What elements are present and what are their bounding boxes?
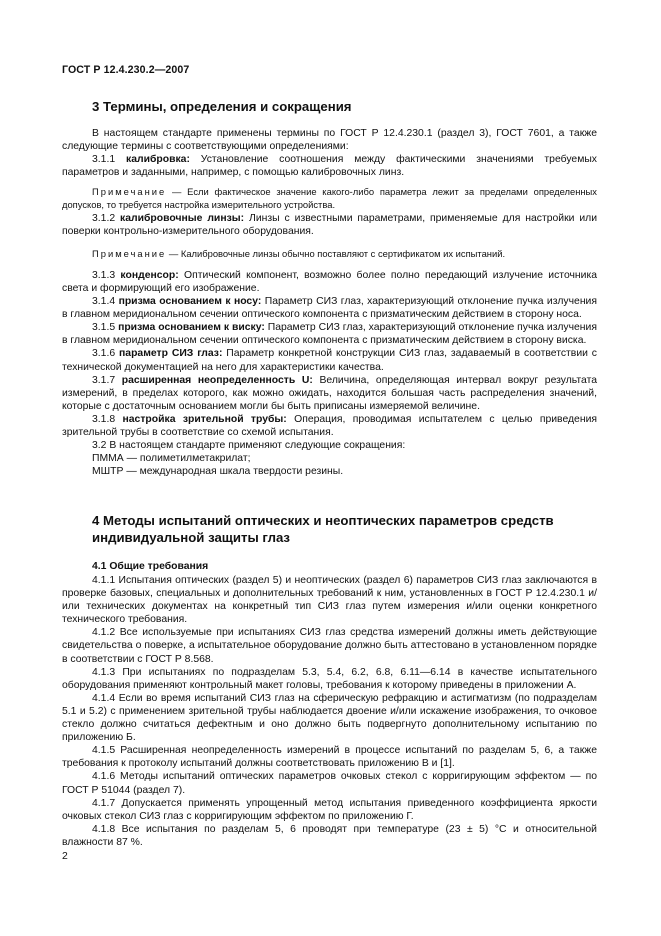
section-3-heading: 3 Термины, определения и сокращения [92, 99, 352, 114]
note-1: Примечание — Если фактическое значение какого-либо параметра лежит за пределами определенных допусков, то требуется настройка измерительного устройства. [62, 186, 597, 211]
clause-4-1-2: 4.1.2 Все используемые при испытаниях СИЗ глаз средства измерений должны иметь действующие свидетельства о поверке, а испытательное оборудование должно быть аттестовано в установленном порядке в соответствии с ГОСТ Р 8.568. [62, 627, 597, 665]
intro-paragraph: В настоящем стандарте применены термины по ГОСТ Р 12.4.230.1 (раздел 3), ГОСТ 7601, а также следующие термины с соответствующими определениями: [62, 128, 597, 153]
clause-4-1-6: 4.1.6 Методы испытаний оптических параметров очковых стекол с корригирующим эффектом — по ГОСТ Р 51044 (раздел 7). [62, 771, 597, 796]
term-3-1-7: 3.1.7 расширенная неопределенность U: Величина, определяющая интервал вокруг результата измерений, в пределах которого, как можно ожидать, находится большая часть распределения значений, которые с достаточным основанием могли бы быть приписаны измеряемой величине. [62, 374, 598, 412]
section-3-body [62, 127, 597, 478]
clause-4-1-8: 4.1.8 Все испытания по разделам 5, 6 проводят при температуре (23 ± 5) °С и относительной влажности 87 %. [62, 823, 597, 848]
term-3-1-5: 3.1.5 призма основанием к виску: Параметр СИЗ глаз, характеризующий отклонение пучка излучения в главном меридиональном сечении оптического компонента с призматическим действием в сторону виска. [62, 322, 597, 347]
term-3-1-6: 3.1.6 параметр СИЗ глаз: Параметр конкретной конструкции СИЗ глаз, задаваемый в соответствии с технической документацией на него для характеристики качества. [62, 348, 597, 373]
subsection-4-1-heading: 4.1 Общие требования [92, 561, 209, 572]
abbreviation-mshtr: МШТР — международная шкала твердости резины. [92, 466, 344, 478]
term-3-1-2: 3.1.2 калибровочные линзы: Линзы с известными параметрами, применяемые для настройки или поверки контрольно-измерительного оборудования. [62, 212, 598, 237]
clause-4-1-5: 4.1.5 Расширенная неопределенность измерений в процессе испытаний по разделам 5, 6, а также требования к протоколу испытаний должны соответствовать приложению В и [1]. [62, 745, 597, 770]
clause-4-1-3: 4.1.3 При испытаниях по подразделам 5.3, 5.4, 6.2, 6.8, 6.11—6.14 в качестве испытательного оборудования применяют контрольный макет головы, требования к которому приведены в приложении А. [62, 666, 597, 691]
section-4-heading: 4 Методы испытаний оптических и неоптических параметров средств индивидуальной защиты глаз [92, 513, 554, 545]
note-2: Примечание — Калибровочные линзы обычно поставляют с сертификатом их испытаний. [92, 247, 506, 259]
section-4-body [62, 574, 597, 849]
term-3-1-3: 3.1.3 конденсор: Оптический компонент, возможно более полно передающий излучение источника света и формирующий его изображение. [62, 269, 597, 294]
clause-3-2: 3.2 В настоящем стандарте применяют следующие сокращения: [92, 440, 406, 452]
term-3-1-8: 3.1.8 настройка зрительной трубы: Операция, проводимая испытателем с целью приведения зрительной трубы в соответствие со схемой испытания. [62, 413, 597, 438]
abbreviation-pmma: ПММА — полиметилметакрилат; [92, 453, 251, 465]
document-header: ГОСТ Р 12.4.230.2—2007 [62, 64, 190, 76]
clause-4-1-4: 4.1.4 Если во время испытаний СИЗ глаз на сферическую рефракцию и астигматизм (по подразделам 5.1 и 5.2) с применением зрительной трубы наблюдается двоение и/или искажение изображения, то очковое стекло должно считаться дефектным и оно должно быть подвергнуто дополнительному испытанию по приложению Б. [62, 692, 597, 744]
term-3-1-1: 3.1.1 калибровка: Установление соотношения между фактическими значениями требуемых параметров и заданными, например, с помощью калибровочных линз. [62, 154, 598, 179]
page-number: 2 [62, 851, 68, 862]
clause-4-1-7: 4.1.7 Допускается применять упрощенный метод испытания приведенного коэффициента яркости очковых стекол СИЗ глаз с корригирующим эффектом по приложению Г. [62, 797, 597, 822]
term-3-1-4: 3.1.4 призма основанием к носу: Параметр СИЗ глаз, характеризующий отклонение пучка излучения в главном меридиональном сечении оптического компонента с призматическим действием в сторону носа. [62, 296, 597, 321]
clause-4-1-1: 4.1.1 Испытания оптических (раздел 5) и неоптических (раздел 6) параметров СИЗ глаз заключаются в проверке базовых, специальных и дополнительных требований к ним, установленных в ГОСТ Р 12.4.230.1 и/или технических документах на конкретный тип СИЗ глаз путем измерения и/или оценки конкретного технического требования. [62, 575, 597, 626]
